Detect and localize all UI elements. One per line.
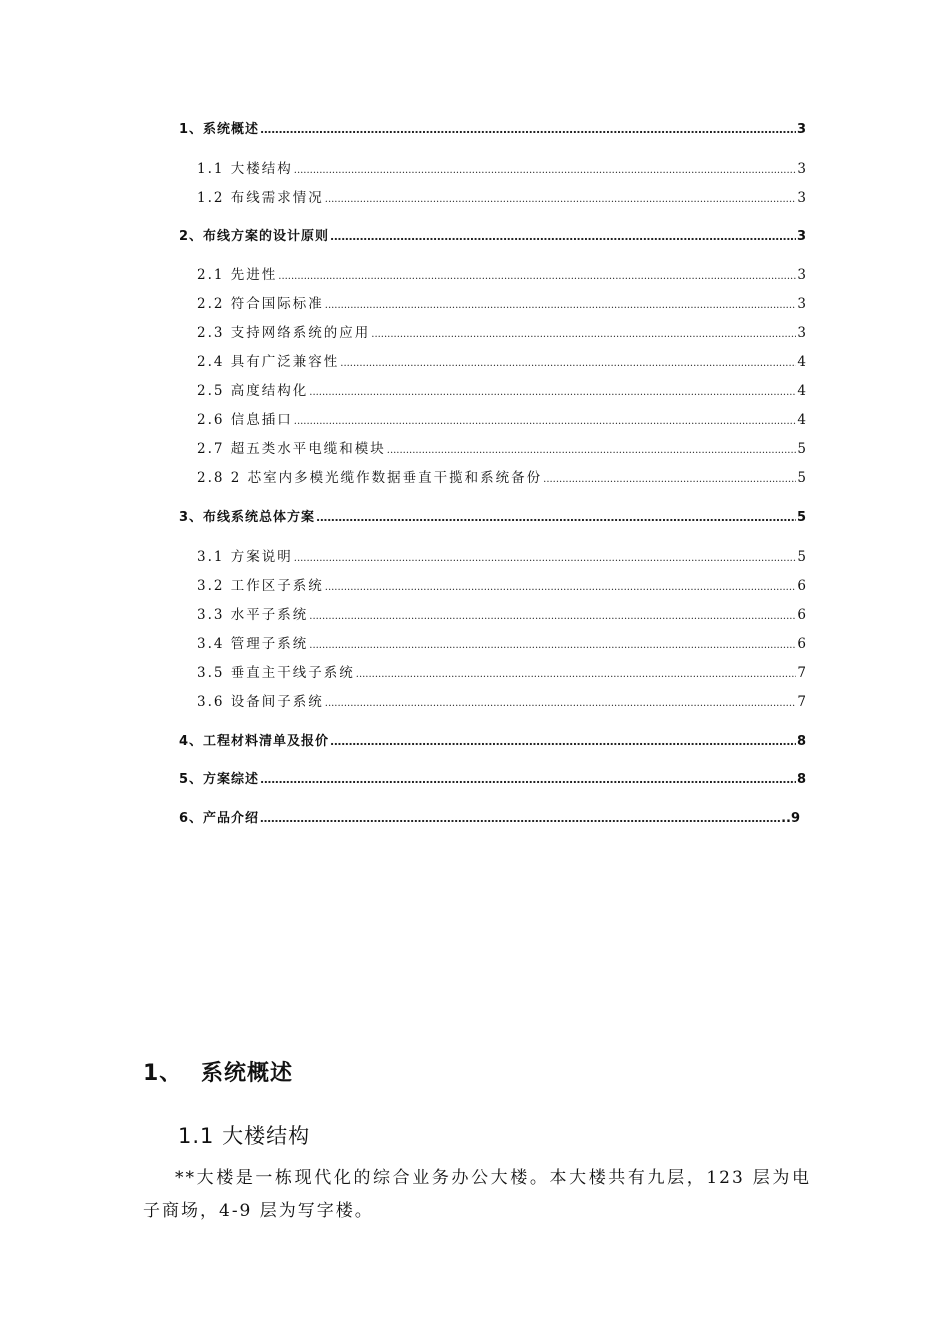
toc-leader bbox=[309, 611, 796, 622]
toc-label: 3.6 设备间子系统 bbox=[197, 694, 324, 710]
toc-page-number: 6 bbox=[797, 636, 806, 652]
toc-page-number: 7 bbox=[797, 665, 806, 681]
toc-label: 3.1 方案说明 bbox=[197, 549, 293, 565]
toc-label: 4、工程材料清单及报价 bbox=[179, 734, 330, 749]
toc-leader bbox=[260, 773, 796, 786]
toc-entry[interactable] bbox=[179, 118, 806, 137]
toc-label: 2.4 具有广泛兼容性 bbox=[197, 354, 340, 370]
toc-page-number: 5 bbox=[796, 510, 806, 525]
toc-entry[interactable] bbox=[197, 437, 806, 457]
toc-leader bbox=[543, 474, 796, 485]
toc-label: 2、布线方案的设计原则 bbox=[179, 229, 330, 244]
toc-entry[interactable] bbox=[197, 321, 806, 341]
toc-page-number: 8 bbox=[796, 772, 806, 787]
toc-page-number: 4 bbox=[797, 412, 806, 428]
toc-label: 3.4 管理子系统 bbox=[197, 636, 309, 652]
toc-entry[interactable] bbox=[197, 661, 806, 681]
toc-leader bbox=[294, 416, 797, 427]
toc-leader bbox=[260, 123, 796, 136]
toc-entry[interactable] bbox=[197, 466, 806, 486]
toc-entry[interactable] bbox=[197, 632, 806, 652]
toc-label: 2.3 支持网络系统的应用 bbox=[197, 325, 371, 341]
toc-label: 2.7 超五类水平电缆和模块 bbox=[197, 441, 386, 457]
toc-label: 2.2 符合国际标准 bbox=[197, 296, 324, 312]
toc-entry[interactable] bbox=[197, 690, 806, 710]
toc-entry[interactable] bbox=[197, 408, 806, 428]
toc-label: 3.2 工作区子系统 bbox=[197, 578, 324, 594]
toc-entry[interactable] bbox=[179, 225, 806, 244]
toc-page-number: 7 bbox=[797, 694, 806, 710]
toc-page-number: 3 bbox=[796, 229, 806, 244]
toc-label: 5、方案综述 bbox=[179, 772, 260, 787]
toc-leader bbox=[309, 640, 796, 651]
toc-leader bbox=[260, 812, 780, 825]
toc-label: 3.5 垂直主干线子系统 bbox=[197, 665, 355, 681]
toc-leader bbox=[325, 582, 797, 593]
toc-page-number: 3 bbox=[797, 267, 806, 283]
toc-page-number: 6 bbox=[797, 607, 806, 623]
toc-page-number: 5 bbox=[797, 441, 806, 457]
toc-label: 3.3 水平子系统 bbox=[197, 607, 309, 623]
body-paragraph: **大楼是一栋现代化的综合业务办公大楼。本大楼共有九层，123 层为电子商场，4-9 层为写字楼。 bbox=[143, 1168, 811, 1221]
toc-leader bbox=[278, 271, 796, 282]
toc-leader bbox=[294, 553, 797, 564]
toc-leader bbox=[325, 698, 797, 709]
toc-page-number: ..9 bbox=[781, 811, 800, 826]
toc-page-number: 4 bbox=[797, 354, 806, 370]
section-title: 系统概述 bbox=[201, 1061, 294, 1086]
toc-label: 3、布线系统总体方案 bbox=[179, 510, 316, 525]
toc-page-number: 4 bbox=[797, 383, 806, 399]
toc-entry[interactable] bbox=[179, 807, 800, 826]
subsection-heading: 1.1 大楼结构 bbox=[178, 1124, 311, 1148]
toc-label: 1.2 布线需求情况 bbox=[197, 190, 324, 206]
toc-entry[interactable] bbox=[197, 545, 806, 565]
toc-page-number: 5 bbox=[797, 470, 806, 486]
toc-leader bbox=[330, 230, 796, 243]
section-number: 1、 bbox=[143, 1061, 183, 1086]
toc-entry[interactable] bbox=[179, 506, 806, 525]
toc-label: 1.1 大楼结构 bbox=[197, 161, 293, 177]
toc-label: 1、系统概述 bbox=[179, 122, 260, 137]
toc-label: 2.8 2 芯室内多模光缆作数据垂直干揽和系统备份 bbox=[197, 470, 543, 486]
toc-entry[interactable] bbox=[197, 263, 806, 283]
toc-entry[interactable] bbox=[179, 730, 806, 749]
toc-leader bbox=[387, 445, 797, 456]
toc-entry[interactable] bbox=[197, 574, 806, 594]
toc-label: 2.6 信息插口 bbox=[197, 412, 293, 428]
toc-entry[interactable] bbox=[197, 292, 806, 312]
toc-label: 6、产品介绍 bbox=[179, 811, 260, 826]
toc-page-number: 8 bbox=[796, 734, 806, 749]
toc-leader bbox=[325, 300, 797, 311]
toc-page-number: 6 bbox=[797, 578, 806, 594]
toc-page-number: 3 bbox=[796, 122, 806, 137]
toc-leader bbox=[371, 329, 796, 340]
toc-page-number: 3 bbox=[797, 161, 806, 177]
toc-leader bbox=[294, 165, 797, 176]
toc-entry[interactable] bbox=[179, 768, 806, 787]
toc-entry[interactable] bbox=[197, 157, 806, 177]
toc-page-number: 3 bbox=[797, 296, 806, 312]
toc-leader bbox=[340, 358, 796, 369]
toc-entry[interactable] bbox=[197, 379, 806, 399]
toc-entry[interactable] bbox=[197, 186, 806, 206]
toc-label: 2.1 先进性 bbox=[197, 267, 278, 283]
toc-page-number: 5 bbox=[797, 549, 806, 565]
toc-label: 2.5 高度结构化 bbox=[197, 383, 309, 399]
toc-leader bbox=[316, 511, 796, 524]
toc-page-number: 3 bbox=[797, 190, 806, 206]
toc-leader bbox=[325, 194, 797, 205]
toc-entry[interactable] bbox=[197, 603, 806, 623]
toc-leader bbox=[356, 669, 797, 680]
toc-page-number: 3 bbox=[797, 325, 806, 341]
toc-leader bbox=[309, 387, 796, 398]
toc-leader bbox=[330, 735, 796, 748]
toc-entry[interactable] bbox=[197, 350, 806, 370]
section-heading bbox=[143, 1056, 293, 1087]
